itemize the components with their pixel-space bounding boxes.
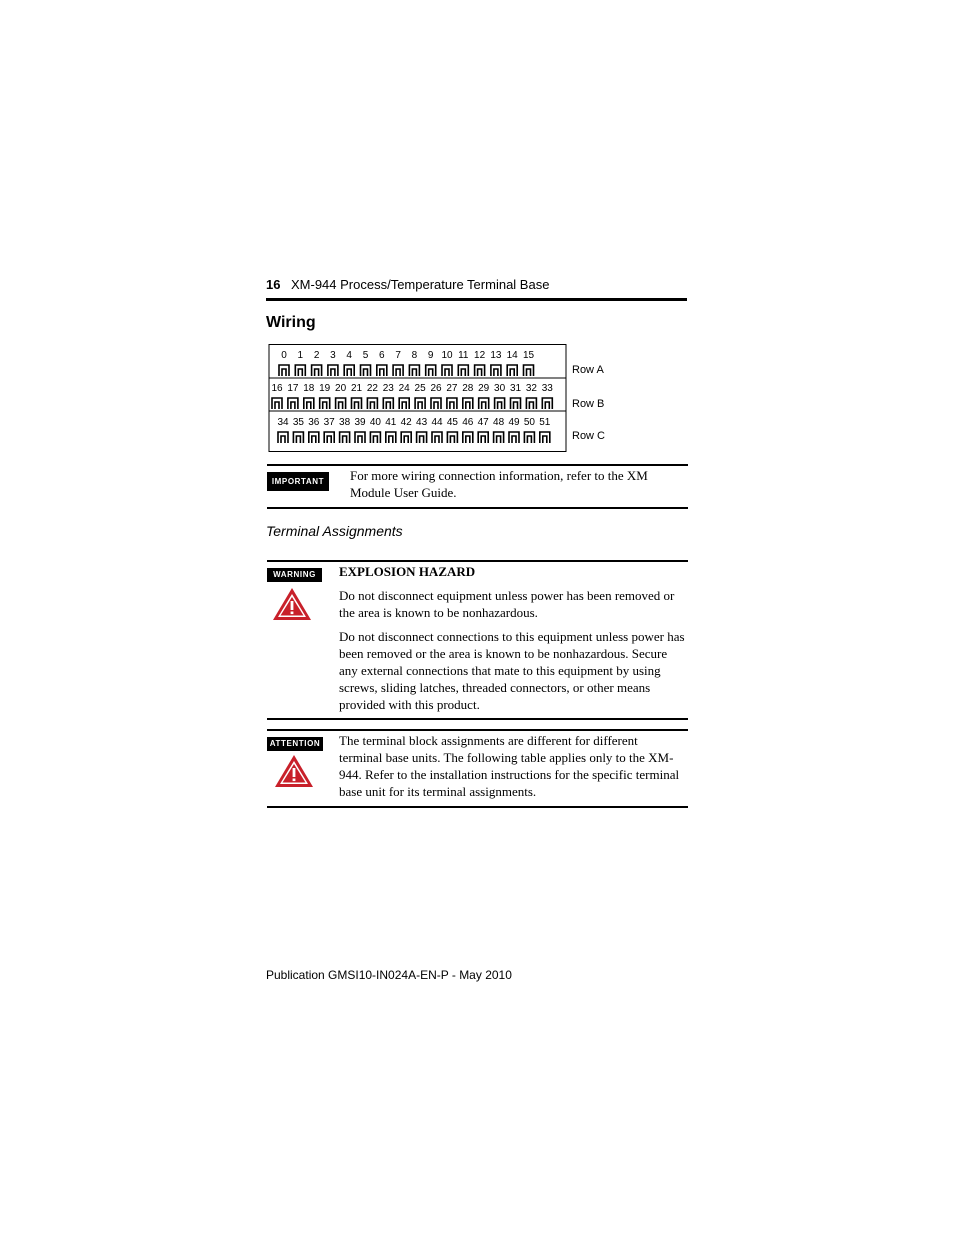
terminal-screw <box>458 365 468 376</box>
terminal-screw <box>312 365 322 376</box>
terminal-screw <box>370 432 380 443</box>
attention-bottom-rule <box>267 806 688 808</box>
attention-top-rule <box>267 729 688 731</box>
terminal-number: 34 <box>277 417 289 428</box>
terminal-number: 8 <box>411 350 418 361</box>
warning-heading: EXPLOSION HAZARD <box>339 564 476 579</box>
terminal-number: 15 <box>522 350 535 361</box>
terminal-screw <box>478 432 488 443</box>
terminal-number: 2 <box>313 350 320 361</box>
terminal-screw <box>279 365 289 376</box>
terminal-number: 23 <box>382 383 394 394</box>
terminal-screw <box>463 432 473 443</box>
terminal-screw <box>399 398 409 409</box>
terminal-screw <box>361 365 371 376</box>
terminal-screw <box>304 398 314 409</box>
caption: Terminal Assignments <box>266 523 403 539</box>
terminal-screw <box>463 398 473 409</box>
terminal-number: 36 <box>308 417 320 428</box>
terminal-screw <box>324 432 334 443</box>
attention-label: ATTENTION <box>267 737 323 751</box>
terminal-screw <box>426 365 436 376</box>
terminal-number: 45 <box>446 417 458 428</box>
row-label: Row B <box>572 398 605 410</box>
terminal-number: 24 <box>398 383 410 394</box>
terminal-screw <box>542 398 552 409</box>
warning-paragraph-1: Do not disconnect equipment unless power has been removed or the area is known to be nonhazardous. <box>339 588 675 620</box>
terminal-number: 28 <box>462 383 474 394</box>
terminal-number: 31 <box>509 383 522 394</box>
terminal-number: 32 <box>525 383 537 394</box>
header-rule <box>266 298 687 301</box>
terminal-screw <box>509 432 519 443</box>
running-title: XM-944 Process/Temperature Terminal Base <box>291 277 550 292</box>
terminal-number: 33 <box>541 383 553 394</box>
terminal-number: 27 <box>446 383 458 394</box>
terminal-screw <box>328 365 338 376</box>
terminal-screw <box>494 432 504 443</box>
terminal-number: 18 <box>303 383 315 394</box>
terminal-number: 14 <box>506 350 518 361</box>
terminal-screw <box>293 432 303 443</box>
terminal-screw <box>355 432 365 443</box>
important-label: IMPORTANT <box>267 472 329 491</box>
terminal-block-diagram <box>268 344 613 454</box>
terminal-screw <box>442 365 452 376</box>
terminal-screw <box>479 398 489 409</box>
terminal-screw <box>377 365 387 376</box>
terminal-number: 37 <box>323 417 335 428</box>
terminal-number: 20 <box>335 383 347 394</box>
terminal-number: 10 <box>441 350 453 361</box>
warning-paragraph-2: Do not disconnect connections to this equipment unless power has been removed or the area is known to be nonhazardous. Secure any external connections that mate to this equipment by using screws, sliding latches, threaded connectors, or other means provided with this product. <box>339 629 685 712</box>
terminal-number: 29 <box>478 383 490 394</box>
attention-text: The terminal block assignments are different for different terminal base units. The following table applies only to the XM-944. Refer to the installation instructions for the specific terminal base unit for its terminal assignments. <box>339 733 680 799</box>
warning-bottom-rule <box>267 718 688 720</box>
terminal-number: 42 <box>400 417 412 428</box>
terminal-number: 44 <box>431 417 443 428</box>
terminal-screw <box>432 432 442 443</box>
terminal-screw <box>475 365 485 376</box>
terminal-screw <box>367 398 377 409</box>
important-top-rule <box>267 464 688 466</box>
terminal-screw <box>386 432 396 443</box>
terminal-screw <box>288 398 298 409</box>
terminal-screw <box>320 398 330 409</box>
terminal-number: 0 <box>281 350 287 361</box>
terminal-number: 4 <box>346 350 352 361</box>
terminal-number: 21 <box>350 383 363 394</box>
terminal-screw <box>524 365 534 376</box>
terminal-number: 11 <box>458 350 469 361</box>
warning-triangle-icon <box>273 753 315 789</box>
terminal-number: 19 <box>319 383 331 394</box>
terminal-number: 47 <box>477 417 489 428</box>
row-label: Row A <box>572 364 604 376</box>
terminal-number: 51 <box>539 417 551 428</box>
terminal-number: 43 <box>416 417 428 428</box>
terminal-screw <box>511 398 521 409</box>
terminal-screw <box>447 398 457 409</box>
terminal-screw <box>447 432 457 443</box>
terminal-screw <box>540 432 550 443</box>
terminal-number: 39 <box>354 417 366 428</box>
important-text: For more wiring connection information, refer to the XM Module User Guide. <box>350 468 648 500</box>
terminal-screw <box>417 432 427 443</box>
terminal-number: 40 <box>369 417 381 428</box>
terminal-number: 41 <box>385 417 397 428</box>
terminal-number: 30 <box>494 383 506 394</box>
terminal-screw <box>344 365 354 376</box>
terminal-screw <box>352 398 362 409</box>
terminal-number: 46 <box>462 417 474 428</box>
terminal-number: 25 <box>414 383 426 394</box>
terminal-number: 3 <box>330 350 336 361</box>
terminal-screw <box>495 398 505 409</box>
page-number: 16 <box>266 277 281 292</box>
terminal-number: 22 <box>366 383 378 394</box>
section-heading: Wiring <box>266 314 316 331</box>
terminal-screw <box>340 432 350 443</box>
terminal-number: 12 <box>474 350 486 361</box>
terminal-number: 5 <box>362 350 369 361</box>
terminal-screw <box>393 365 403 376</box>
terminal-screw <box>415 398 425 409</box>
terminal-number: 17 <box>287 383 299 394</box>
terminal-screw <box>524 432 534 443</box>
important-bottom-rule <box>267 507 688 509</box>
terminal-number: 38 <box>339 417 351 428</box>
warning-triangle-icon <box>271 586 313 622</box>
terminal-screw <box>272 398 282 409</box>
terminal-number: 49 <box>508 417 520 428</box>
terminal-screw <box>507 365 517 376</box>
terminal-screw <box>309 432 319 443</box>
terminal-screw <box>526 398 536 409</box>
terminal-number: 50 <box>523 417 535 428</box>
terminal-number: 1 <box>297 350 304 361</box>
terminal-screw <box>278 432 288 443</box>
terminal-number: 9 <box>427 350 434 361</box>
terminal-screw <box>491 365 501 376</box>
warning-top-rule <box>267 560 688 562</box>
terminal-screw <box>431 398 441 409</box>
terminal-screw <box>383 398 393 409</box>
terminal-screw <box>409 365 419 376</box>
terminal-number: 13 <box>490 350 502 361</box>
terminal-screw <box>336 398 346 409</box>
terminal-screw <box>295 365 305 376</box>
terminal-number: 6 <box>379 350 385 361</box>
terminal-number: 35 <box>292 417 304 428</box>
warning-label: WARNING <box>267 568 322 582</box>
terminal-screw <box>401 432 411 443</box>
terminal-number: 48 <box>493 417 505 428</box>
row-label: Row C <box>572 430 606 442</box>
terminal-number: 26 <box>430 383 442 394</box>
publication-footer: Publication GMSI10-IN024A-EN-P - May 2010 <box>266 968 512 982</box>
terminal-number: 7 <box>395 350 401 361</box>
terminal-number: 16 <box>271 383 283 394</box>
